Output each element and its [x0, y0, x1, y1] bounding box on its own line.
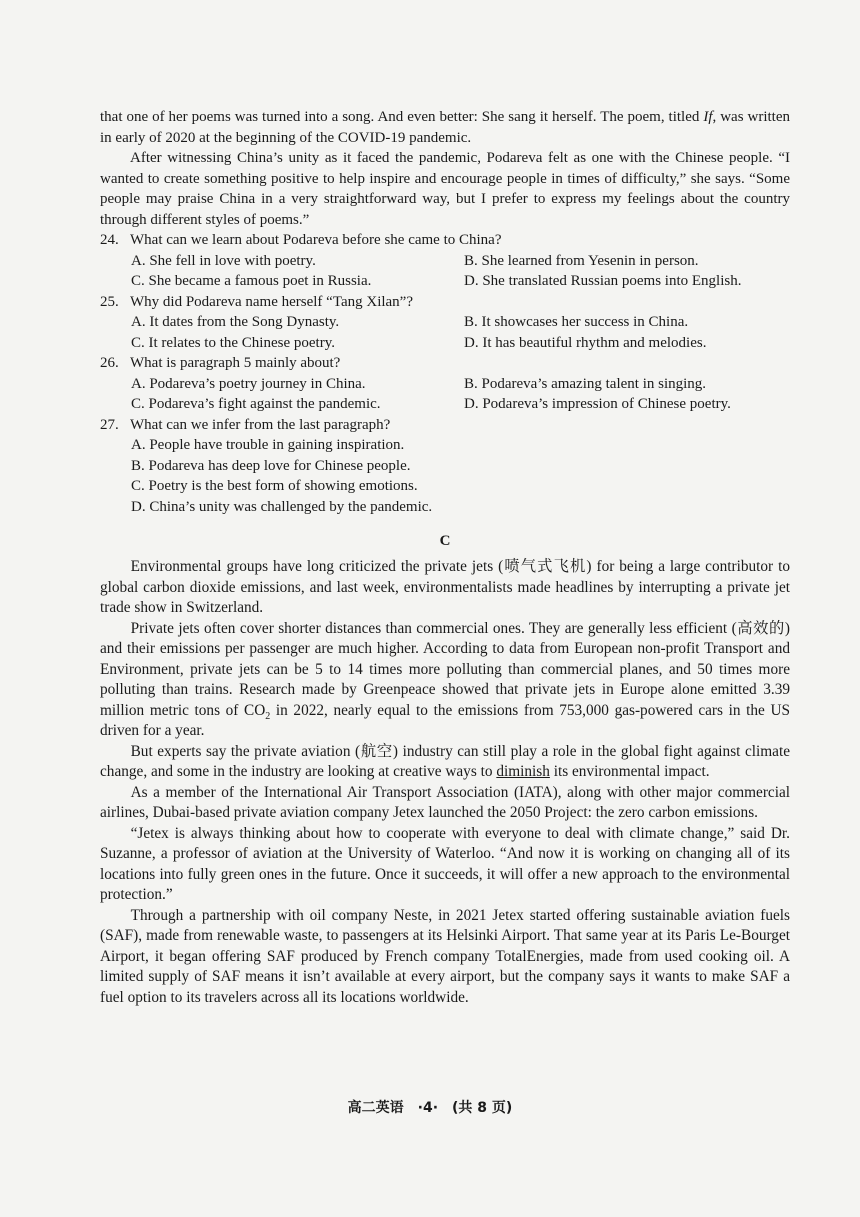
option-c: C. Podareva’s fight against the pandemic. — [131, 396, 381, 412]
passage-b-paragraph-1: that one of her poems was turned into a song. And even better: She sang it herself. The poem, titled If, was written in early of 2020 at the beginning of the COVID-19 pandemic. — [100, 109, 790, 146]
poem-title: If — [703, 109, 713, 125]
section-c-paragraph-6: Through a partnership with oil company Neste, in 2021 Jetex started offering sustainable aviation fuels (SAF), made from renewable waste, to passengers at its Helsinki Airport. That same year at its Paris Le-Bourget Airport, it began offering SAF produced by French company TotalEnergies, made from used cooking oil. A limited supply of SAF means it isn’t available at every airport, but the company says it wants to make SAF a fuel option to its travelers across all its locations worldwide. — [100, 906, 790, 1006]
question-text: Why did Podareva name herself “Tang Xilan”? — [130, 293, 414, 310]
question-25: 25. Why did Podareva name herself “Tang Xilan”? A. It dates from the Song Dynasty. B. It showcases her success in China. C. It relates to the Chinese poetry. D. It has beautiful rhythm and melodies. — [100, 292, 790, 354]
section-c-paragraph-5: “Jetex is always thinking about how to cooperate with everyone to deal with climate change,” said Dr. Suzanne, a professor of aviation at the University of Waterloo. “And now it is working on changing all of its locations into fully green ones in the future. Once it succeeds, it will offer a new approach to the environmental protection.” — [100, 824, 790, 903]
question-27: 27. What can we infer from the last paragraph? A. People have trouble in gaining inspiration. B. Podareva has deep love for Chinese people. C. Poetry is the best form of showing emotions. D. China’s unity was challenged by the pandemic. — [100, 415, 790, 518]
option-a: A. Podareva’s poetry journey in China. — [131, 375, 366, 392]
section-c-paragraph-3: But experts say the private aviation (航空) industry can still play a role in the global fight against climate change, and some in the industry are looking at creative ways to diminish its environmental impact. — [100, 742, 790, 780]
option-a: A. People have trouble in gaining inspiration. — [131, 437, 405, 453]
option-a: A. She fell in love with poetry. — [131, 252, 316, 269]
section-c-paragraph-4: As a member of the International Air Transport Association (IATA), along with other major commercial airlines, Dubai-based private aviation company Jetex launched the 2050 Project: the zero carbon emissions. — [100, 783, 790, 821]
option-d: D. Podareva’s impression of Chinese poetry. — [464, 396, 731, 412]
option-b: B. Podareva’s amazing talent in singing. — [464, 375, 707, 392]
question-24: 24. What can we learn about Podareva before she came to China? A. She fell in love with poetry. B. She learned from Yesenin in person. C. She became a famous poet in Russia. D. She translated Russian poems into English. — [100, 230, 790, 292]
question-text: What can we learn about Podareva before she came to China? — [130, 232, 502, 248]
section-c-paragraph-2: Private jets often cover shorter distances than commercial ones. They are generally less efficient (高效的) and their emissions per passenger are much higher. According to data from European non-profit Transport and Environment, private jets can be 5 to 14 times more polluting than commercial planes, and 50 times more polluting than trains. Research made by Greenpeace showed that private jets in Europe alone emitted 3.39 million metric tons of $CO_2$ in 2022, nearly equal to the emissions from 753,000 gas-powered cars in the US driven for a year. — [100, 619, 790, 739]
page-footer: 高二英语 ·4· (共 8 页) — [347, 1100, 513, 1116]
question-text: What is paragraph 5 mainly about? — [130, 355, 341, 371]
option-c: C. It relates to the Chinese poetry. — [131, 334, 335, 351]
question-26: 26. What is paragraph 5 mainly about? A. Podareva’s poetry journey in China. B. Podareva’s amazing talent in singing. C. Podareva’s fight against the pandemic. D. Podareva’s impression of Chinese poetry. — [100, 353, 790, 415]
page-content — [100, 107, 790, 1008]
option-d: D. She translated Russian poems into English. — [464, 273, 742, 289]
passage-b-paragraph-2: After witnessing China’s unity as it faced the pandemic, Podareva felt as one with the Chinese people. “I wanted to create something positive to help inspire and encourage people in times of difficulty,” she says. “Some people may praise China in a very straightforward way, but I prefer to express my feelings about the country through different styles of poems.” — [100, 150, 790, 228]
option-d: D. It has beautiful rhythm and melodies. — [464, 334, 707, 351]
option-b: B. She learned from Yesenin in person. — [464, 252, 699, 269]
section-c-paragraph-1: Environmental groups have long criticized the private jets (喷气式飞机) for being a large contributor to global carbon dioxide emissions, and last week, environmentalists made headlines by interrupting a private jet trade show in Switzerland. — [100, 558, 790, 616]
underlined-word: diminish — [496, 763, 550, 780]
question-text: What can we infer from the last paragraph? — [130, 416, 391, 433]
option-c: C. Poetry is the best form of showing emotions. — [131, 478, 418, 494]
option-b: B. Podareva has deep love for Chinese people. — [131, 457, 411, 474]
option-c: C. She became a famous poet in Russia. — [131, 273, 372, 289]
section-c-heading: C — [439, 533, 451, 549]
option-a: A. It dates from the Song Dynasty. — [131, 314, 340, 330]
option-b: B. It showcases her success in China. — [464, 314, 689, 330]
option-d: D. China’s unity was challenged by the pandemic. — [131, 498, 433, 515]
